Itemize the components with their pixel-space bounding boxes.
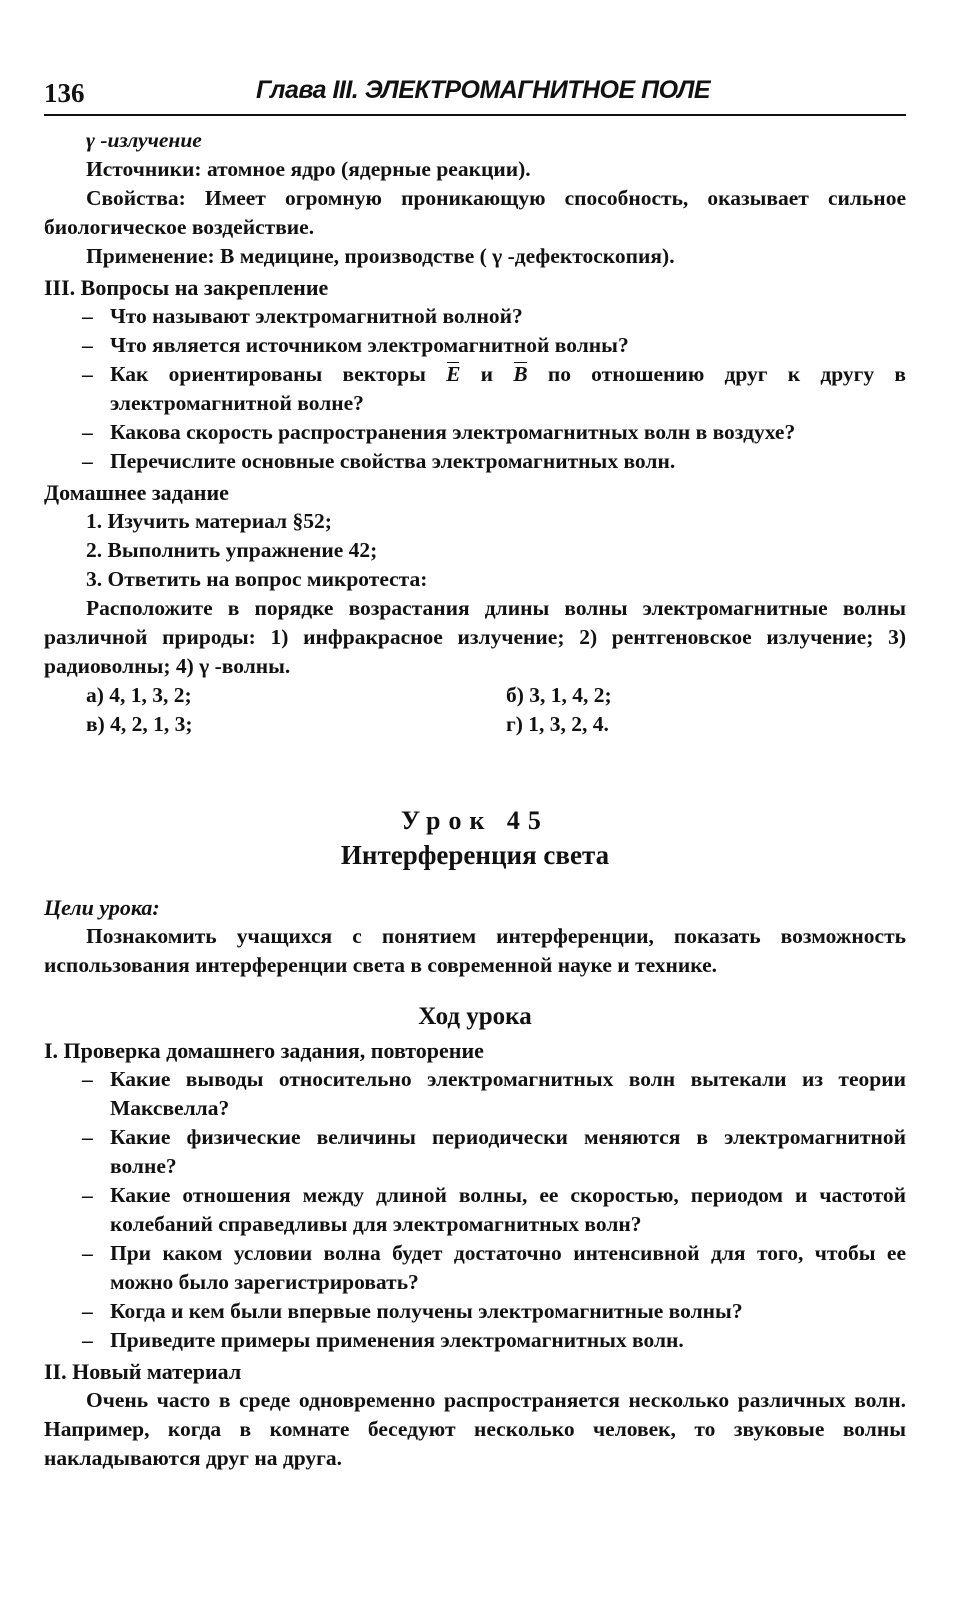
- list-item: – Что является источником электромагнитной волны?: [82, 333, 629, 357]
- running-head: Глава III. ЭЛЕКТРОМАГНИТНОЕ ПОЛЕ: [256, 76, 711, 104]
- list-item: 3. Ответить на вопрос микротеста:: [86, 567, 428, 591]
- gamma-applications: Применение: В медицине, производстве ( γ -дефектоскопия).: [86, 244, 675, 268]
- lesson-goals-text: Познакомить учащихся с понятием интерференции, показать возможность использования интерференции света в современной науке и технике.: [44, 924, 906, 977]
- gamma-properties: Свойства: Имеет огромную проникающую способность, оказывает сильное биологическое воздействие.: [44, 186, 906, 239]
- list-item: – При каком условии волна будет достаточно интенсивной для того, чтобы ее можно было зарегистрировать?: [82, 1241, 906, 1294]
- review-questions-list: [44, 302, 906, 476]
- homework-heading: Домашнее задание: [44, 480, 229, 505]
- answer-option: в) 4, 2, 1, 3;: [86, 712, 193, 736]
- lesson-course-title: Ход урока: [418, 1003, 532, 1030]
- answer-options: [86, 681, 906, 739]
- gamma-sources: Источники: атомное ядро (ядерные реакции).: [86, 157, 531, 181]
- page-header: [44, 70, 906, 116]
- answer-option: б) 3, 1, 4, 2;: [506, 683, 612, 707]
- answer-option: г) 1, 3, 2, 4.: [506, 712, 609, 736]
- list-item: – Какие выводы относительно электромагнитных волн вытекали из теории Максвелла?: [82, 1067, 906, 1120]
- lesson-number: Урок 45: [401, 806, 549, 835]
- list-item: – Какие отношения между длиной волны, ее скоростью, периодом и частотой колебаний справедливы для электромагнитных волн?: [82, 1183, 906, 1236]
- microtest-question: Расположите в порядке возрастания длины волны электромагнитные волны различной природы: 1) инфракрасное излучение; 2) рентгеновское излучение; 3) радиоволны; 4) γ -волны.: [44, 596, 906, 678]
- list-item: 1. Изучить материал §52;: [86, 509, 332, 533]
- lesson-goals-label: Цели урока:: [44, 895, 160, 920]
- vector-e: E: [446, 360, 460, 389]
- list-item: 2. Выполнить упражнение 42;: [86, 538, 378, 562]
- new-material-heading: II. Новый материал: [44, 1359, 242, 1384]
- homework-list: [44, 507, 906, 594]
- list-item: – Какова скорость распространения электромагнитных волн в воздухе?: [82, 420, 796, 444]
- answer-option: а) 4, 1, 3, 2;: [86, 683, 192, 707]
- book-page: [44, 70, 906, 1473]
- list-item: – Когда и кем были впервые получены электромагнитные волны?: [82, 1299, 743, 1323]
- gamma-radiation-title: γ -излучение: [86, 128, 202, 152]
- section-review-questions-heading: III. Вопросы на закрепление: [44, 275, 329, 300]
- new-material-text: Очень часто в среде одновременно распространяется несколько различных волн. Например, когда в комнате беседуют несколько человек, то звуковые волны накладываются друг на друга.: [44, 1388, 906, 1470]
- list-item: – Что называют электромагнитной волной?: [82, 304, 523, 328]
- lesson-title: Интерференция света: [340, 840, 610, 870]
- list-item: – Как ориентированы векторы E и B по отношению друг к другу в электромагнитной волне?: [82, 362, 906, 415]
- list-item: – Перечислите основные свойства электромагнитных волн.: [82, 449, 676, 473]
- check-questions-list: [44, 1065, 906, 1355]
- list-item: – Какие физические величины периодически меняются в электромагнитной волне?: [82, 1125, 906, 1178]
- page-number: 136: [44, 78, 85, 108]
- homework-check-heading: I. Проверка домашнего задания, повторение: [44, 1038, 484, 1063]
- list-item: – Приведите примеры применения электромагнитных волн.: [82, 1328, 684, 1352]
- vector-b: B: [513, 360, 527, 389]
